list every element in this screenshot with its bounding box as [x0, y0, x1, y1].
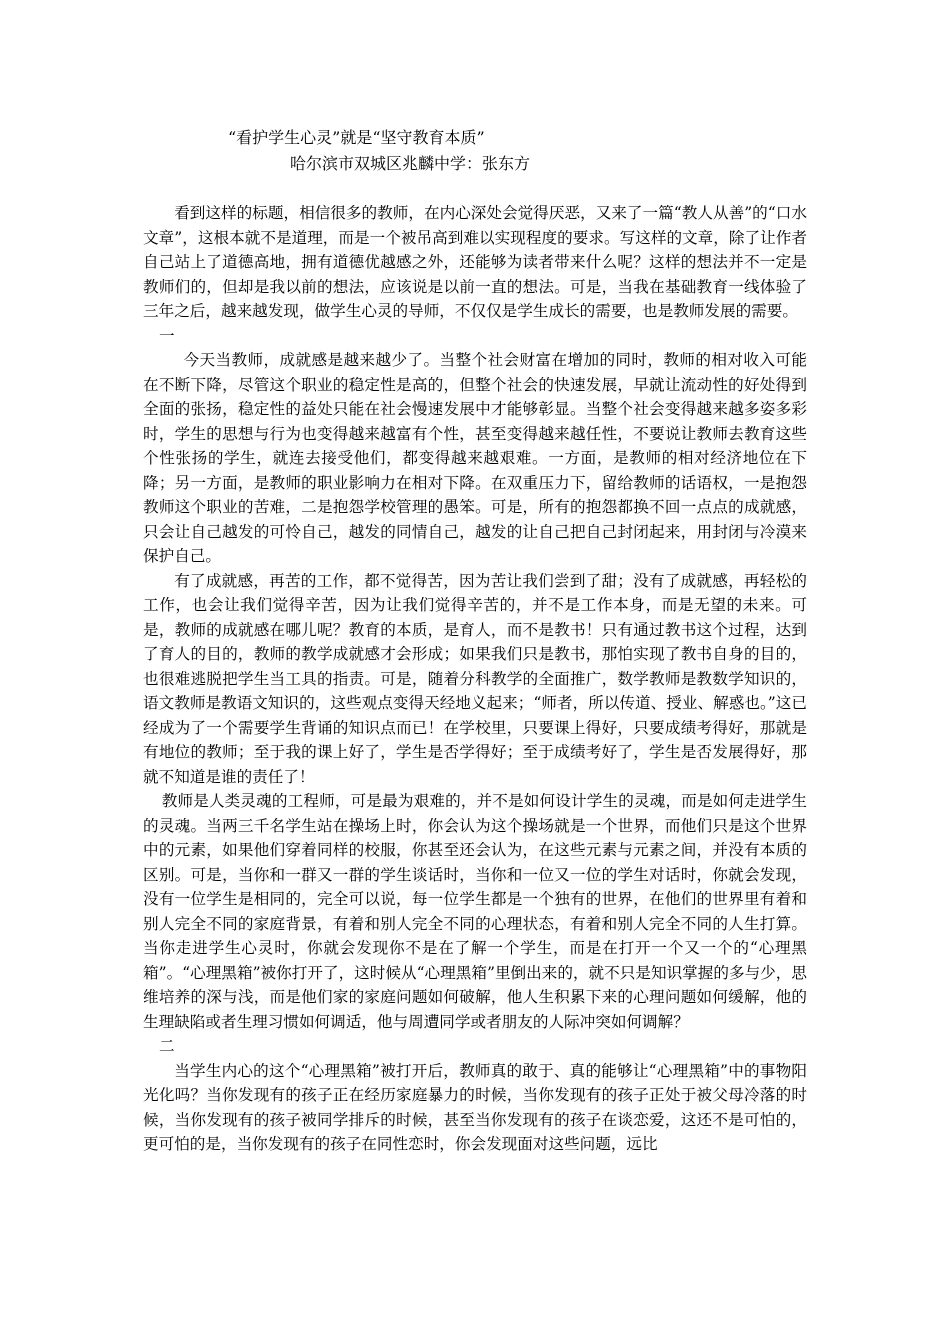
paragraph: 当学生内心的这个“心理黑箱”被打开后，教师真的敢于、真的能够让“心理黑箱”中的事物阳光化吗？当你发现有的孩子正在经历家庭暴力的时候，当你发现有的孩子正处于被父母冷落的时候，当你发现有的孩子被同学排斥的时候，甚至当你发现有的孩子在谈恋爱，这还不是可怕的，更可怕的是，当你发现有的孩子在同性恋时，你会发现面对这些问题，远比 — [143, 1061, 807, 1153]
paragraph: 今天当教师，成就感是越来越少了。当整个社会财富在增加的同时，教师的相对收入可能在不断下降，尽管这个职业的稳定性是高的，但整个社会的快速发展，早就让流动性的好处得到全面的张扬，稳定性的益处只能在社会慢速发展中才能够彰显。当整个社会变得越来越多姿多彩时，学生的思想与行为也变得越来越富有个性，甚至变得越来越任性，不要说让教师去教育这些个性张扬的学生，就连去接受他们，都变得越来越艰难。一方面，是教师的相对经济地位在下降；另一方面，是教师的职业影响力在相对下降。在双重压力下，留给教师的话语权，一是抱怨教师这个职业的苦难，二是抱怨学校管理的愚笨。可是，所有的抱怨都换不回一点点的成就感，只会让自己越发的可怜自己，越发的同情自己，越发的让自己把自己封闭起来，用封闭与冷漠来保护自己。 — [143, 351, 807, 565]
paragraph: 看到这样的标题，相信很多的教师，在内心深处会觉得厌恶，又来了一篇“教人从善”的“口水文章”，这根本就不是道理，而是一个被吊高到难以实现程度的要求。写这样的文章，除了让作者自己站上了道德高地，拥有道德优越感之外，还能够为读者带来什么呢？这样的想法并不一定是教师们的，但却是我以前的想法，应该说是以前一直的想法。可是，当我在基础教育一线体验了三年之后，越来越发现，做学生心灵的导师，不仅仅是学生成长的需要，也是教师发展的需要。 — [143, 204, 807, 320]
section-marker: 二 — [159, 1037, 175, 1055]
document-body — [143, 201, 807, 1157]
section-marker: 一 — [159, 326, 175, 345]
paragraph: 教师是人类灵魂的工程师，可是最为艰难的，并不是如何设计学生的灵魂，而是如何走进学生的灵魂。当两三千名学生站在操场上时，你会认为这个操场就是一个世界，而他们只是这个世界中的元素，如果他们穿着同样的校服，你甚至还会认为，在这些元素与元素之间，并没有本质的区别。可是，当你和一群又一群的学生谈话时，当你和一位又一位的学生对话时，你就会发现，没有一位学生是相同的，完全可以说，每一位学生都是一个独有的世界，在他们的世界里有着和别人完全不同的家庭背景，有着和别人完全不同的心理状态，有着和别人完全不同的人生打算。当你走进学生心灵时，你就会发现你不是在了解一个学生，而是在打开一个又一个的“心理黑箱”。“心理黑箱”被你打开了，这时候从“心理黑箱”里倒出来的，就不只是知识掌握的多与少，思维培养的深与浅，而是他们家的家庭问题如何破解，他人生积累下来的心理问题如何缓解，他的生理缺陷或者生理习惯如何调适，他与周遭同学或者朋友的人际冲突如何调解？ — [143, 792, 807, 1031]
document-title: “看护学生心灵”就是“坚守教育本质” — [228, 128, 485, 147]
paragraph: 有了成就感，再苦的工作，都不觉得苦，因为苦让我们尝到了甜；没有了成就感，再轻松的工作，也会让我们觉得辛苦，因为让我们觉得辛苦的，并不是工作本身，而是无望的未来。可是，教师的成就感在哪儿呢？教育的本质，是育人，而不是教书！只有通过教书这个过程，达到了育人的目的，教师的教学成就感才会形成；如果我们只是教书，那怕实现了教书自身的目的，也很难逃脱把学生当工具的指责。可是，随着分科教学的全面推广，数学教师是教数学知识的，语文教师是教语文知识的，这些观点变得天经地义起来；“师者，所以传道、授业、解惑也。”这已经成为了一个需要学生背诵的知识点而已！在学校里，只要课上得好，只要成绩考得好，那就是有地位的教师；至于我的课上好了，学生是否学得好；至于成绩考好了，学生是否发展得好，那就不知道是谁的责任了！ — [143, 571, 807, 786]
author-line: 哈尔滨市双城区兆麟中学：张东方 — [290, 154, 531, 173]
